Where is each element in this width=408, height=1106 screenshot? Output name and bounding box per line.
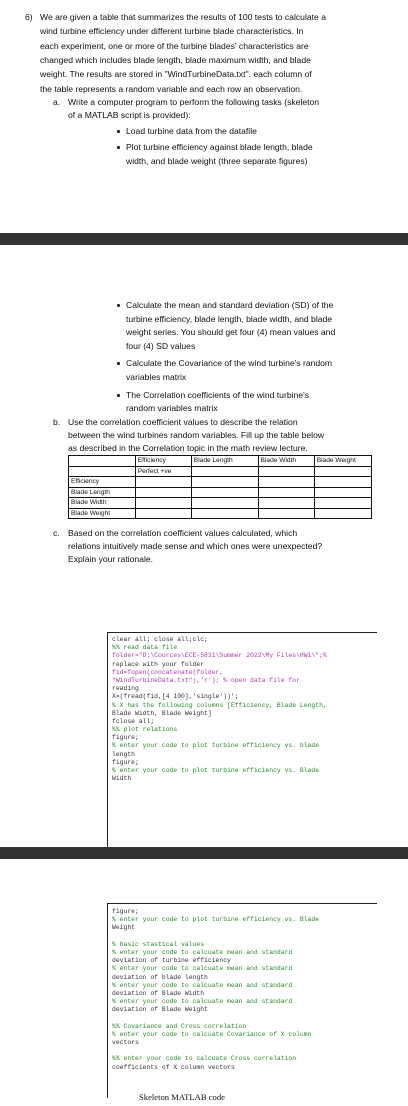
table-cell — [314, 466, 371, 477]
table-cell — [191, 498, 258, 509]
table-cell: Efficiency — [69, 477, 136, 488]
code-line: deviation of turbine efficiency — [112, 957, 231, 965]
matlab-code-1 — [112, 636, 327, 783]
table-cell — [258, 466, 314, 477]
bullet-text: Load turbine data from the datafile — [126, 126, 257, 136]
code-line: % X has the following columns [Efficiency, Blade Length, — [112, 701, 327, 709]
page-gap-2 — [0, 847, 408, 859]
table-cell — [135, 508, 191, 519]
code-line: folder="D:\Cources\ECE-5831\Summer 2022\My Files\HW1\";% — [112, 652, 327, 660]
page-2 — [0, 245, 408, 847]
part-a-line: of a MATLAB script is provided): — [68, 109, 191, 120]
bullet-icon — [117, 304, 120, 307]
page-3 — [0, 859, 408, 1106]
table-cell — [258, 487, 314, 498]
question-line: We are given a table that summarizes the results of 100 tests to calculate a — [40, 12, 326, 22]
table-cell — [191, 477, 258, 488]
table-cell — [258, 508, 314, 519]
bullet-icon — [117, 146, 120, 149]
code-line: deviation of blade length — [112, 973, 208, 981]
part-c-label: c. — [53, 528, 60, 538]
table-header-cell: Blade Weight — [314, 456, 371, 467]
code-line: Width — [112, 775, 132, 783]
table-cell: Blade Length — [69, 487, 136, 498]
code-line — [112, 1047, 319, 1055]
code-line: clear all; close all;clc; — [112, 636, 208, 643]
table-cell — [191, 508, 258, 519]
question-line: the table represents a random variable and each row an observation. — [40, 83, 303, 94]
bullet-text: four (4) SD values — [126, 340, 196, 351]
bullet-text: Calculate the Covariance of the wind turbine's random — [126, 358, 333, 369]
table-cell — [135, 498, 191, 509]
table-cell — [135, 477, 191, 488]
bullet-text: turbine efficiency, blade length, blade width, and blade — [126, 313, 333, 324]
bullet-icon — [117, 362, 120, 365]
page-gap — [0, 233, 408, 245]
code-line: Weight — [112, 924, 136, 932]
question-line: wind turbine efficiency under different turbine blade characteristics. In — [40, 26, 304, 37]
correlation-table — [68, 455, 372, 519]
code-line: % enter your code to plot turbine efficiency vs. blade — [112, 742, 320, 750]
code-line — [112, 933, 319, 941]
question-number: 6) — [25, 12, 33, 22]
code-caption: Skeleton MATLAB code — [139, 1092, 225, 1102]
table-cell: Blade Weight — [69, 508, 136, 519]
table-header-cell: Blade Length — [191, 456, 258, 467]
code-line: vectors — [112, 1039, 139, 1046]
bullet-text: Plot turbine efficiency against blade length, blade — [126, 141, 313, 152]
table-cell — [314, 487, 371, 498]
part-c-line: Based on the correlation coefficient values calculated, which — [68, 528, 298, 538]
code-line: Blade Width, Blade Weight] — [112, 709, 212, 717]
code-line: figure; — [112, 908, 139, 915]
code-line: % enter your code to calcuate mean and standard — [112, 998, 293, 1006]
bullet-text: Calculate the mean and standard deviation (SD) of the — [126, 300, 334, 310]
part-b-line: as described in the Correlation topic in the math review lecture. — [68, 442, 308, 453]
code-line — [112, 1014, 319, 1022]
part-c-line: relations intuitively made sense and which ones were unexpected? — [68, 540, 323, 551]
question-line: changed which includes blade length, blade maximum width, and blade — [40, 54, 311, 65]
code-line: deviation of Blade Width — [112, 989, 205, 997]
table-header-cell: Blade Width — [258, 456, 314, 467]
table-cell — [258, 477, 314, 488]
code-line: replace with your folder — [112, 660, 205, 668]
table-cell — [258, 498, 314, 509]
part-b-line: Use the correlation coefficient values to describe the relation — [68, 417, 298, 427]
code-line: coefficients of X column vectors — [112, 1063, 235, 1071]
code-line: % enter your code to calcuate mean and standard — [112, 965, 293, 973]
part-c-line: Explain your rationale. — [68, 553, 154, 564]
code-line: X=(fread(fid,[4 100],'single'))'; — [112, 693, 239, 701]
table-row — [69, 487, 372, 498]
table-cell — [191, 487, 258, 498]
question-line: weight. The results are stored in "WindTurbineData.txt". each column of — [40, 69, 312, 80]
table-row — [69, 477, 372, 488]
question-line: each experiment, one or more of the turbine blades' characteristics are — [40, 40, 309, 51]
part-b-line: between the wind turbines random variables. Fill up the table below — [68, 429, 325, 440]
table-cell: Perfect +ve — [135, 466, 191, 477]
matlab-code-2 — [112, 908, 319, 1072]
bullet-text: width, and blade weight (three separate figures) — [126, 156, 308, 167]
table-cell — [314, 477, 371, 488]
bullet-text: The Correlation coefficients of the wind turbine's — [126, 389, 310, 400]
bullet-icon — [117, 394, 120, 397]
table-row — [69, 466, 372, 477]
table-row — [69, 498, 372, 509]
part-a-label: a. — [53, 97, 61, 107]
table-row — [69, 508, 372, 519]
code-line: deviation of Blade Weight — [112, 1006, 208, 1014]
table-cell — [314, 508, 371, 519]
part-b-label: b. — [53, 417, 61, 427]
code-line: "WindTurbineData.txt"),'r'); % open data file for — [112, 676, 300, 684]
table-cell — [191, 466, 258, 477]
bullet-text: weight series. You should get four (4) mean values and — [126, 327, 336, 338]
code-line: % basic stastical values — [112, 940, 205, 948]
code-line: length — [112, 750, 136, 758]
code-line: %% read data file — [112, 644, 178, 652]
code-line: % enter your code to plot turbine efficiency vs. Blade — [112, 767, 320, 774]
bullet-text: random variables matrix — [126, 403, 218, 414]
code-line: fid=fopen(concatenate(folder, — [112, 668, 224, 676]
code-line: % enter your code to calcuate mean and standard — [112, 981, 293, 989]
code-line: figure; — [112, 758, 139, 766]
code-line: %% plot relations — [112, 726, 178, 734]
code-line: % enter your code to plot turbine efficiency vs. Blade — [112, 916, 320, 924]
table-cell — [314, 498, 371, 509]
table-cell: Blade Width — [69, 498, 136, 509]
code-line: %% enter your code to calcuate Cross correlation — [112, 1055, 297, 1063]
code-line: reading — [112, 685, 139, 693]
bullet-icon — [117, 130, 120, 133]
code-line: %% Covariance and Cross correlation — [112, 1022, 247, 1030]
table-header-cell — [69, 456, 136, 467]
code-line: % enter your code to calcuate Covariance of X column — [112, 1030, 312, 1038]
part-a-line: Write a computer program to perform the following tasks (skeleton — [68, 97, 320, 107]
code-line: fclose all; — [112, 717, 155, 725]
page-1 — [0, 0, 408, 233]
table-cell — [69, 466, 136, 477]
bullet-text: variables matrix — [126, 372, 187, 382]
table-header-cell: Efficiency — [135, 456, 191, 467]
table-cell — [135, 487, 191, 498]
code-line: figure; — [112, 734, 139, 742]
code-line: % enter your code to calcuate mean and standard — [112, 948, 293, 956]
